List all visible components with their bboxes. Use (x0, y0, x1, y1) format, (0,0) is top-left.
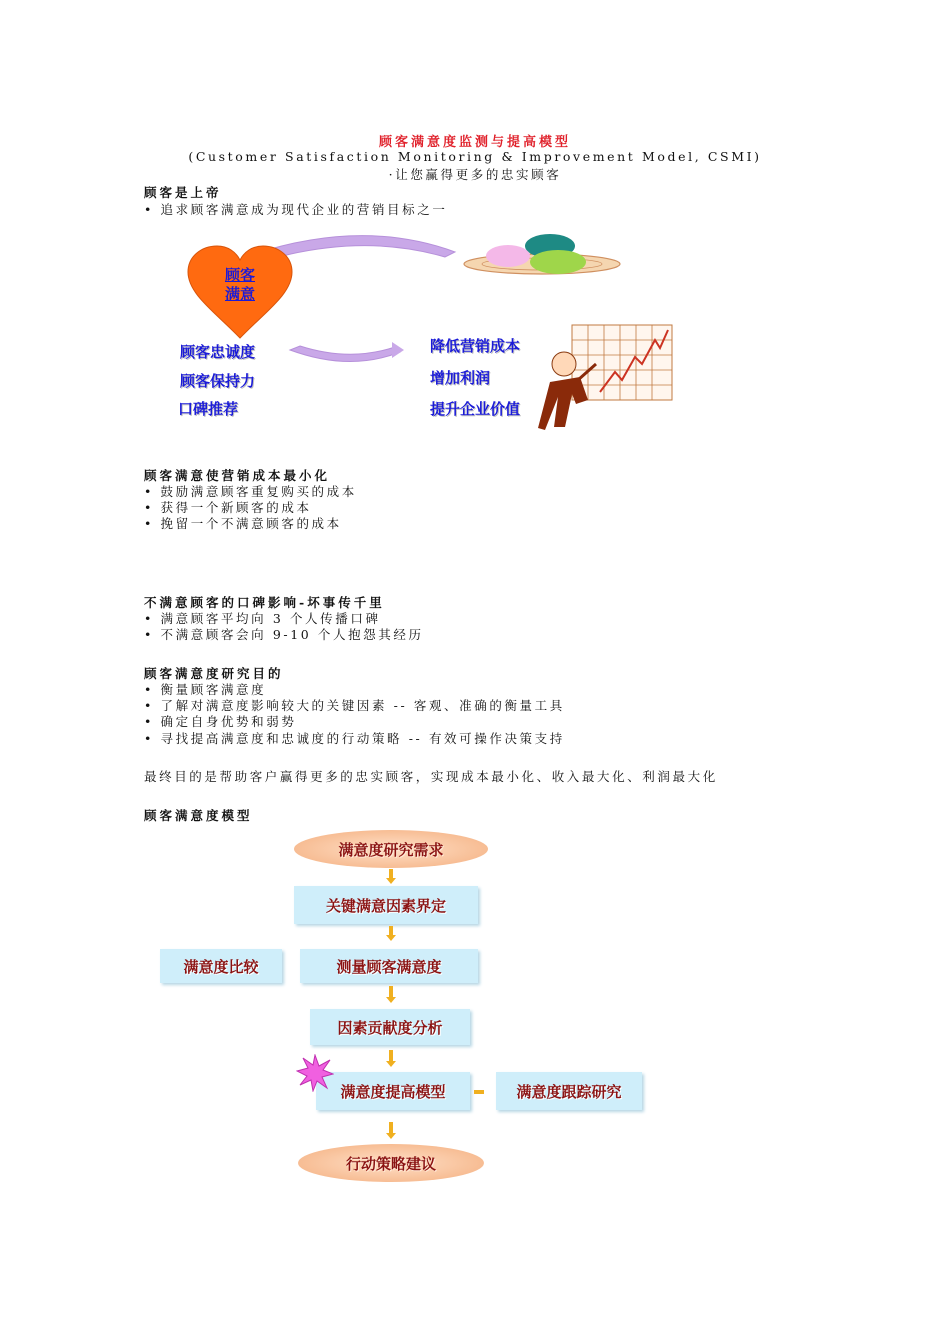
left-label-referral: 口碑推荐 (178, 400, 239, 418)
flow-side-compare: 满意度比较 (160, 949, 282, 983)
bullet-item: • 不满意顾客会向 9-10 个人抱怨其经历 (144, 627, 424, 642)
flow-step-measure: 测量顾客满意度 (300, 949, 478, 983)
flow-arrow-icon (389, 869, 393, 879)
flow-arrow-icon (389, 926, 393, 936)
plate-icon (464, 234, 620, 274)
bullet-item: • 衡量顾客满意度 (144, 682, 267, 697)
heart-label-line2: 满意 (224, 285, 255, 303)
bullet-item: • 鼓励满意顾客重复购买的成本 (144, 484, 357, 499)
bullet-item: • 了解对满意度影响较大的关键因素 -- 客观、准确的衡量工具 (144, 698, 565, 713)
bullet-item: • 获得一个新顾客的成本 (144, 500, 312, 515)
bottom-arrow-icon (290, 346, 400, 362)
cycle-diagram-graphics (160, 222, 690, 437)
section-heading: 顾客满意使营销成本最小化 (144, 468, 331, 483)
flow-step-contribution: 因素贡献度分析 (310, 1009, 470, 1045)
flow-step-improvement-model: 满意度提高模型 (316, 1072, 470, 1110)
page-tagline: ·让您赢得更多的忠实顾客 (388, 167, 562, 182)
page-title: 顾客满意度监测与提高模型 (378, 135, 571, 150)
flow-step-action-strategy: 行动策略建议 (298, 1144, 484, 1182)
left-label-loyalty: 顾客忠诚度 (180, 343, 256, 361)
bullet-item: • 满意顾客平均向 3 个人传播口碑 (144, 611, 381, 626)
flow-arrow-icon (389, 986, 393, 998)
flow-step-key-factors: 关键满意因素界定 (294, 886, 478, 924)
bullet-item: • 挽留一个不满意顾客的成本 (144, 516, 342, 531)
flow-connector-icon (474, 1090, 484, 1094)
section-heading: 顾客满意度研究目的 (144, 666, 284, 681)
section-heading: 顾客是上帝 (144, 185, 222, 200)
flow-arrow-icon (389, 1122, 393, 1134)
conclusion-text: 最终目的是帮助客户赢得更多的忠实顾客，实现成本最小化、收入最大化、利润最大化 (144, 769, 718, 784)
page-subtitle: (Customer Satisfaction Monitoring & Improvement Model, CSMI) (188, 149, 762, 164)
right-label-cost: 降低营销成本 (430, 337, 521, 355)
bullet-item: • 寻找提高满意度和忠诚度的行动策略 -- 有效可操作决策支持 (144, 731, 565, 746)
bullet-item: • 确定自身优势和弱势 (144, 714, 297, 729)
left-label-retention: 顾客保持力 (180, 372, 256, 390)
flow-side-tracking: 满意度跟踪研究 (496, 1072, 642, 1110)
right-label-value: 提升企业价值 (430, 400, 521, 418)
section-heading: 不满意顾客的口碑影响-坏事传千里 (144, 595, 385, 610)
right-label-profit: 增加利润 (430, 369, 491, 387)
heart-label-line1: 顾客 (224, 266, 255, 284)
bullet-item: • 追求顾客满意成为现代企业的营销目标之一 (144, 202, 448, 217)
flow-step-research-need: 满意度研究需求 (294, 830, 488, 868)
cycle-diagram (160, 222, 690, 437)
presenter-chart-icon (538, 325, 672, 430)
flow-arrow-icon (389, 1050, 393, 1062)
model-heading: 顾客满意度模型 (144, 808, 253, 823)
starburst-icon (296, 1054, 334, 1092)
